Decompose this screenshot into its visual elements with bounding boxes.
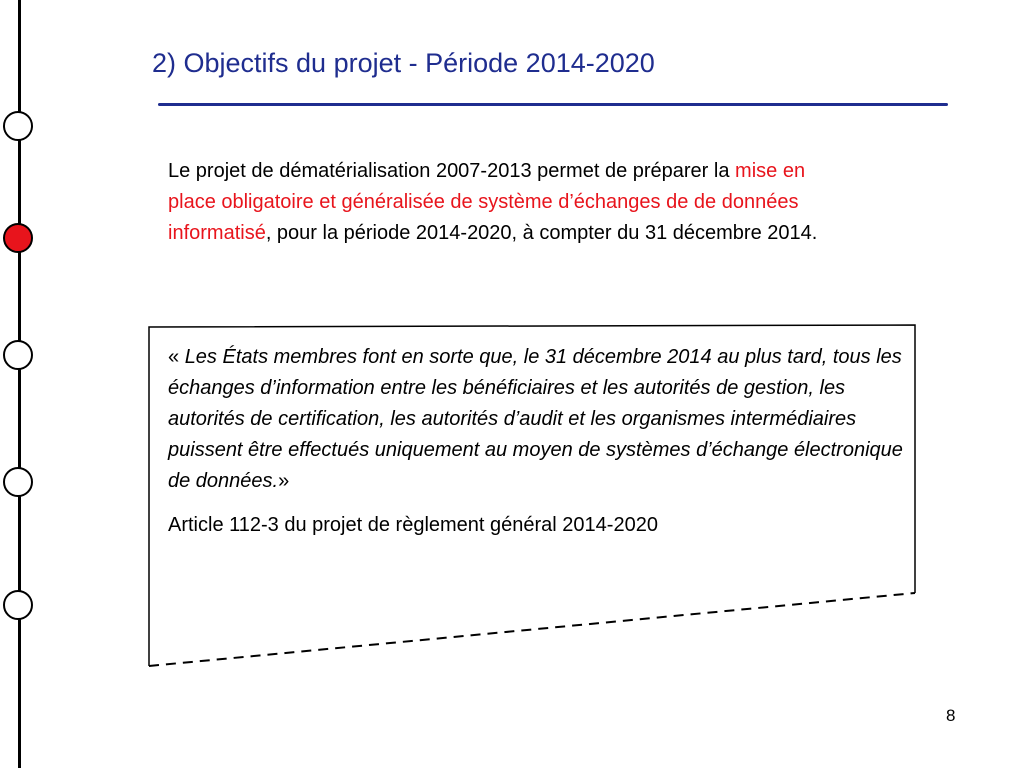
intro-text-after: , pour la période 2014-2020, à compter du 31 décembre 2014. — [265, 222, 818, 244]
quote-text: Les États membres font en sorte que, le 31 décembre 2014 au plus tard, tous les échanges d’information entre les bénéficiaires et les autorités de gestion, les autorités de certification, les autorités d’audit et les organismes intermédiaires puissent être effectués uniquement au moyen de systèmes d’échange électronique de données. — [168, 346, 903, 492]
quote-paragraph — [168, 342, 908, 497]
quote-open-mark: « — [168, 346, 185, 368]
quote-block — [168, 342, 908, 541]
slide-title: 2) Objectifs du projet - Période 2014-2020 — [152, 48, 655, 78]
quote-close-mark: » — [278, 470, 290, 492]
intro-highlight: mise en place obligatoire et généralisée de système d’échanges de de données informatisé — [168, 160, 806, 244]
page-number: 8 — [946, 706, 956, 725]
intro-text-before: Le projet de dématérialisation 2007-2013 permet de préparer la — [168, 160, 736, 182]
quote-box-torn-edge — [149, 593, 915, 666]
quote-source: Article 112-3 du projet de règlement général 2014-2020 — [168, 514, 658, 536]
